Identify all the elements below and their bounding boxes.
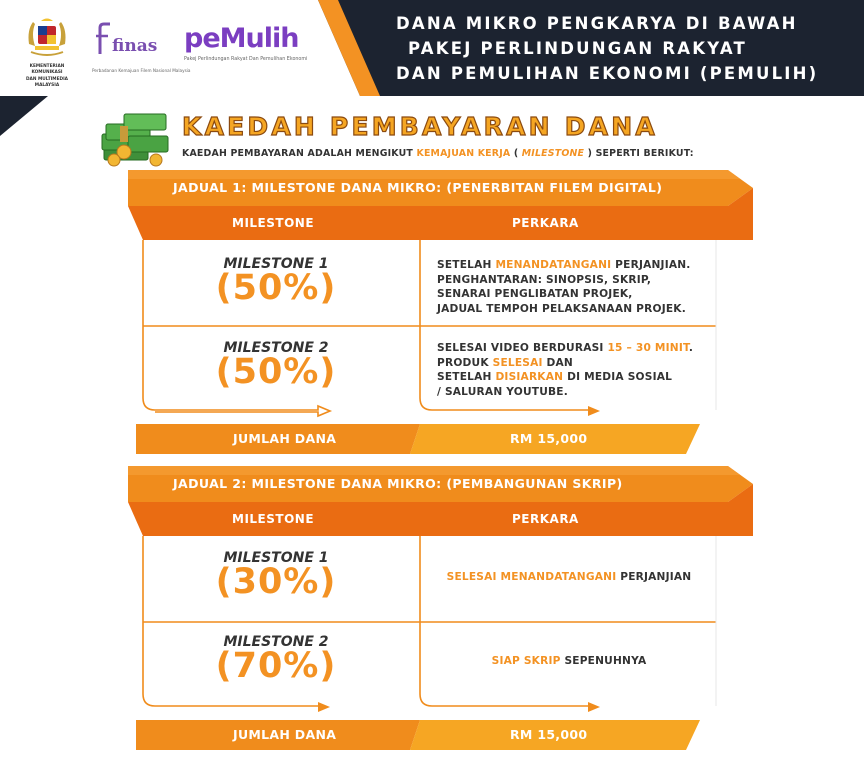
- desc-highlight: KEMAJUAN KERJA: [416, 148, 511, 159]
- table1-row1-pct: (50%): [215, 268, 337, 308]
- t1r1-l3: SENARAI PENGLIBATAN PROJEK,: [437, 288, 633, 300]
- table1-row1-detail: [437, 258, 691, 316]
- table1-total-label: JUMLAH DANA: [233, 431, 337, 446]
- table1-col-milestone: MILESTONE: [232, 216, 315, 230]
- t1r2-l2c: DAN: [542, 356, 574, 369]
- t1r2-l2a: PRODUK: [437, 356, 493, 369]
- t2r1-b: PERJANJIAN: [616, 571, 692, 583]
- t1r2-l1c: .: [688, 342, 694, 354]
- t1r2-l3c: DI MEDIA SOSIAL: [563, 371, 673, 383]
- t2r1-a: SELESAI MENANDATANGANI: [446, 571, 617, 583]
- desc-milestone: MILESTONE: [521, 148, 585, 159]
- pemulih-caption: Pakej Perlindungan Rakyat Dan Pemulihan Ekonomi: [184, 57, 308, 62]
- desc-paren-open: (: [510, 148, 522, 159]
- table2-total-value: RM 15,000: [510, 727, 588, 742]
- finas-wordmark: finas: [112, 36, 158, 56]
- t1r1-l2: PENGHANTARAN: SINOPSIS, SKRIP,: [437, 273, 652, 286]
- t1r2-l4: / SALURAN YOUTUBE.: [437, 385, 568, 398]
- header-title-line-3: DAN PEMULIHAN EKONOMI (PEMULIH): [396, 64, 819, 83]
- table1-total-value: RM 15,000: [510, 431, 588, 446]
- t1r2-l2b: SELESAI: [492, 356, 543, 369]
- table1-title: JADUAL 1: MILESTONE DANA MIKRO: (PENERBITAN FILEM DIGITAL): [173, 180, 663, 195]
- finas-caption: Perbadanan Kemajuan Filem Nasional Malaysia: [92, 68, 191, 73]
- header-title-line-1: DANA MIKRO PENGKARYA DI BAWAH: [396, 14, 798, 33]
- pemulih-wordmark: peMulih: [184, 23, 299, 54]
- table1-row2-pct: (50%): [215, 352, 337, 392]
- desc-before: KAEDAH PEMBAYARAN ADALAH MENGIKUT: [182, 148, 417, 159]
- table2-total-label: JUMLAH DANA: [233, 727, 337, 742]
- table2-row1-name: MILESTONE 1: [223, 550, 329, 566]
- table2-col-milestone: MILESTONE: [232, 512, 315, 526]
- table1-row1-name: MILESTONE 1: [223, 256, 329, 272]
- t2r2-a: SIAP SKRIP: [491, 655, 561, 667]
- t1r1-l1a: SETELAH: [437, 259, 496, 271]
- table2-row1-pct: (30%): [215, 562, 337, 602]
- t1r2-l3a: SETELAH: [437, 371, 496, 383]
- table2-row1-detail: [421, 571, 717, 583]
- t1r1-l1b: MENANDATANGANI: [495, 259, 612, 271]
- t1r1-l1c: PERJANJIAN.: [611, 259, 691, 271]
- section-heading: KAEDAH PEMBAYARAN DANA: [182, 112, 658, 141]
- t1r2-l1a: SELESAI VIDEO BERDURASI: [437, 342, 608, 354]
- t2r2-b: SEPENUHNYA: [560, 655, 647, 667]
- t1r2-l3b: DISIARKAN: [495, 371, 564, 383]
- table1-col-perkara: PERKARA: [512, 216, 579, 230]
- desc-after: ) SEPERTI BERIKUT:: [584, 148, 694, 159]
- header-title-line-2: PAKEJ PERLINDUNGAN RAKYAT: [408, 39, 747, 58]
- table1-row2-name: MILESTONE 2: [223, 340, 329, 356]
- kkmm-caption-1: KEMENTERIAN KOMUNIKASI: [29, 64, 65, 75]
- t1r1-l4: JADUAL TEMPOH PELAKSANAAN PROJEK.: [437, 302, 686, 315]
- t1r2-l1b: 15 – 30 MINIT: [607, 342, 689, 354]
- table2-col-perkara: PERKARA: [512, 512, 579, 526]
- kkmm-caption-2: DAN MULTIMEDIA MALAYSIA: [25, 77, 68, 88]
- table2-row2-pct: (70%): [215, 646, 337, 686]
- table2-row2-name: MILESTONE 2: [223, 634, 329, 650]
- table2-row2-detail: [421, 655, 717, 667]
- table1-row2-detail: [437, 341, 693, 399]
- table2-title: JADUAL 2: MILESTONE DANA MIKRO: (PEMBANGUNAN SKRIP): [173, 476, 623, 491]
